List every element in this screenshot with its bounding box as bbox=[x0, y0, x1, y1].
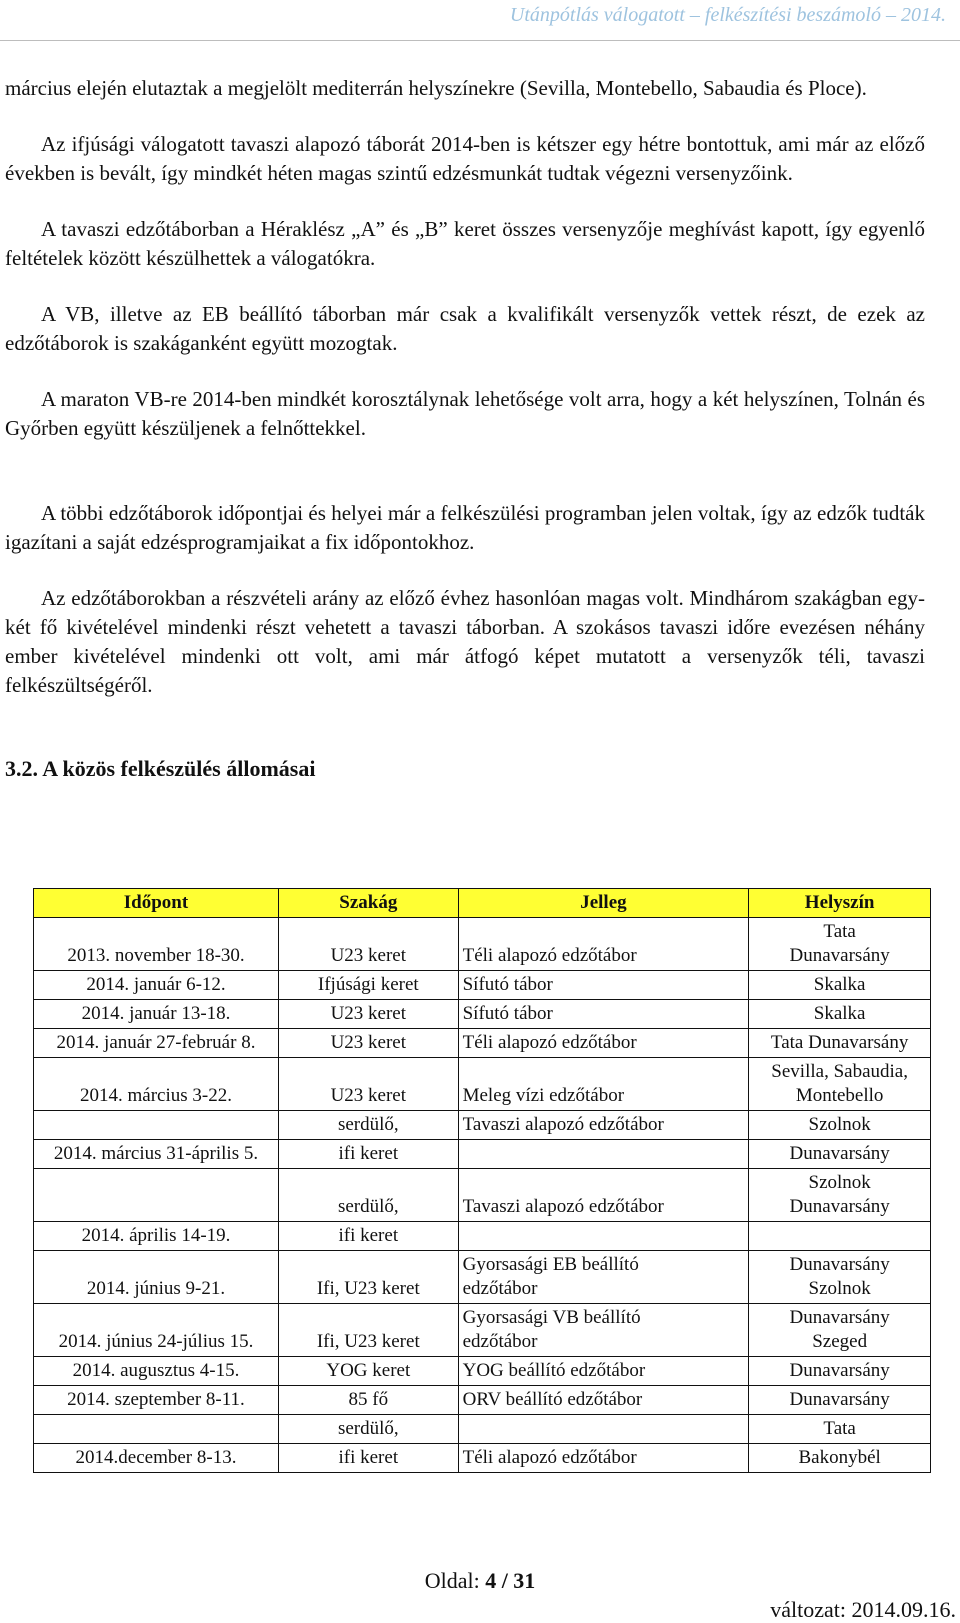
column-header-branch: Szakág bbox=[279, 889, 459, 918]
page-label: Oldal: bbox=[424, 1568, 480, 1593]
cell-date: 2014.december 8-13. bbox=[34, 1444, 279, 1473]
document-version: változat: 2014.09.16. bbox=[770, 1597, 956, 1622]
table-row bbox=[34, 971, 931, 1000]
cell-date bbox=[34, 1169, 279, 1222]
paragraph: A tavaszi edzőtáborban a Héraklész „A” és „B” keret összes versenyzője meghívást kapott, így egyenlő feltételek között készülhettek a válogatókra. bbox=[5, 217, 925, 270]
cell-place-line: Szeged bbox=[812, 1331, 868, 1352]
cell-type: ORV beállító edzőtábor bbox=[458, 1386, 749, 1415]
column-header-date: Időpont bbox=[34, 889, 279, 918]
cell-place: Skalka bbox=[749, 971, 931, 1000]
page-number bbox=[0, 1568, 960, 1594]
table-row bbox=[34, 1251, 931, 1304]
cell-type-line: Gyorsasági EB beállító bbox=[462, 1254, 639, 1275]
cell-type-line: edzőtábor bbox=[462, 1278, 538, 1299]
cell-place bbox=[749, 1169, 931, 1222]
paragraph: Az ifjúsági válogatott tavaszi alapozó táborát 2014-ben is kétszer egy hétre bontottuk, ami már az előző években is bevált, így mindkét héten magas szintű edzésmunkát tudtak végezni versenyzőink. bbox=[5, 132, 925, 185]
table-row bbox=[34, 1357, 931, 1386]
cell-date: 2014. március 3-22. bbox=[34, 1058, 279, 1111]
cell-type: Tavaszi alapozó edzőtábor bbox=[458, 1169, 749, 1222]
cell-type: Sífutó tábor bbox=[458, 1000, 749, 1029]
cell-branch: Ifi, U23 keret bbox=[279, 1304, 459, 1357]
cell-date: 2014. március 31-április 5. bbox=[34, 1140, 279, 1169]
cell-place-line: Dunavarsány bbox=[789, 1254, 890, 1275]
cell-branch: U23 keret bbox=[279, 1000, 459, 1029]
cell-place bbox=[749, 1058, 931, 1111]
cell-type: Tavaszi alapozó edzőtábor bbox=[458, 1111, 749, 1140]
cell-branch: ifi keret bbox=[279, 1222, 459, 1251]
cell-date: 2014. június 24-július 15. bbox=[34, 1304, 279, 1357]
cell-branch: U23 keret bbox=[279, 918, 459, 971]
cell-type bbox=[458, 1140, 749, 1169]
cell-date: 2014. január 13-18. bbox=[34, 1000, 279, 1029]
cell-type-line: edzőtábor bbox=[462, 1331, 538, 1352]
table-row bbox=[34, 1140, 931, 1169]
cell-place: Bakonybél bbox=[749, 1444, 931, 1473]
cell-branch: ifi keret bbox=[279, 1140, 459, 1169]
table-row bbox=[34, 1386, 931, 1415]
header-title: Utánpótlás válogatott – felkészítési beszámoló – 2014. bbox=[509, 4, 946, 26]
cell-place bbox=[749, 1251, 931, 1304]
cell-branch: serdülő, bbox=[279, 1415, 459, 1444]
cell-place-line: Szolnok bbox=[808, 1278, 871, 1299]
cell-place: Tata bbox=[749, 1415, 931, 1444]
cell-type bbox=[458, 1222, 749, 1251]
cell-place-line: Sevilla, Sabaudia, bbox=[771, 1061, 908, 1082]
table-row bbox=[34, 918, 931, 971]
cell-type: Téli alapozó edzőtábor bbox=[458, 1444, 749, 1473]
table-row bbox=[34, 1222, 931, 1251]
table-row bbox=[34, 1029, 931, 1058]
cell-type: Téli alapozó edzőtábor bbox=[458, 1029, 749, 1058]
column-header-place: Helyszín bbox=[749, 889, 931, 918]
cell-type: Téli alapozó edzőtábor bbox=[458, 918, 749, 971]
cell-place: Szolnok bbox=[749, 1111, 931, 1140]
cell-date: 2014. január 6-12. bbox=[34, 971, 279, 1000]
paragraph: A többi edzőtáborok időpontjai és helyei már a felkészülési programban jelen voltak, így az edzők tudták igazítani a saját edzésprogramjaikat a fix időpontokhoz. bbox=[5, 501, 925, 554]
table-row bbox=[34, 1111, 931, 1140]
paragraph: A maraton VB-re 2014-ben mindkét korosztálynak lehetősége volt arra, hogy a két helyszínen, Tolnán és Győrben együtt készüljenek a felnőttekkel. bbox=[5, 387, 925, 440]
cell-place: Dunavarsány bbox=[749, 1357, 931, 1386]
cell-date: 2014. június 9-21. bbox=[34, 1251, 279, 1304]
table-row bbox=[34, 1444, 931, 1473]
cell-place-line: Montebello bbox=[795, 1085, 884, 1106]
training-camps-table bbox=[33, 888, 931, 1473]
cell-date: 2014. szeptember 8-11. bbox=[34, 1386, 279, 1415]
cell-type: Meleg vízi edzőtábor bbox=[458, 1058, 749, 1111]
cell-branch: 85 fő bbox=[279, 1386, 459, 1415]
cell-branch: ifi keret bbox=[279, 1444, 459, 1473]
cell-branch: Ifi, U23 keret bbox=[279, 1251, 459, 1304]
table-row bbox=[34, 1000, 931, 1029]
body-text bbox=[5, 74, 925, 782]
cell-place: Dunavarsány bbox=[749, 1386, 931, 1415]
cell-branch: U23 keret bbox=[279, 1029, 459, 1058]
table-row bbox=[34, 1415, 931, 1444]
cell-place bbox=[749, 918, 931, 971]
cell-place bbox=[749, 1222, 931, 1251]
table-row bbox=[34, 1058, 931, 1111]
cell-place: Tata Dunavarsány bbox=[749, 1029, 931, 1058]
cell-date bbox=[34, 1415, 279, 1444]
section-title: 3.2. A közös felkészülés állomásai bbox=[5, 756, 316, 781]
cell-place: Dunavarsány bbox=[749, 1140, 931, 1169]
page-header bbox=[0, 0, 960, 41]
paragraph: Az edzőtáborokban a részvételi arány az előző évhez hasonlóan magas volt. Mindhárom szakágban egy-két fő kivételével mindenki részt vehetett a tavaszi táborban. A szokásos tavaszi időre evezésen néhány ember kivételével mindenki ott volt, ami már átfogó képet mutatott a versenyzők téli, tavaszi felkészültségéről. bbox=[5, 586, 925, 697]
page-number-value: 4 / 31 bbox=[485, 1568, 536, 1593]
cell-place bbox=[749, 1304, 931, 1357]
cell-type: Sífutó tábor bbox=[458, 971, 749, 1000]
cell-date: 2014. január 27-február 8. bbox=[34, 1029, 279, 1058]
cell-branch: U23 keret bbox=[279, 1058, 459, 1111]
cell-date: 2014. április 14-19. bbox=[34, 1222, 279, 1251]
cell-place-line: Dunavarsány bbox=[789, 945, 890, 966]
cell-date: 2014. augusztus 4-15. bbox=[34, 1357, 279, 1386]
cell-type bbox=[458, 1415, 749, 1444]
cell-place: Skalka bbox=[749, 1000, 931, 1029]
cell-branch: Ifjúsági keret bbox=[279, 971, 459, 1000]
cell-branch: YOG keret bbox=[279, 1357, 459, 1386]
table-header-row bbox=[34, 889, 931, 918]
cell-type: YOG beállító edzőtábor bbox=[458, 1357, 749, 1386]
cell-place-line: Szolnok bbox=[808, 1172, 871, 1193]
cell-place-line: Tata bbox=[823, 921, 856, 942]
cell-place-line: Dunavarsány bbox=[789, 1196, 890, 1217]
table-row bbox=[34, 1169, 931, 1222]
cell-place-line: Dunavarsány bbox=[789, 1307, 890, 1328]
cell-branch: serdülő, bbox=[279, 1169, 459, 1222]
cell-branch: serdülő, bbox=[279, 1111, 459, 1140]
column-header-type: Jelleg bbox=[458, 889, 749, 918]
cell-date bbox=[34, 1111, 279, 1140]
paragraph: március elején elutaztak a megjelölt mediterrán helyszínekre (Sevilla, Montebello, Sabaudia és Ploce). bbox=[5, 76, 867, 100]
cell-date: 2013. november 18-30. bbox=[34, 918, 279, 971]
paragraph: A VB, illetve az EB beállító táborban már csak a kvalifikált versenyzők vettek részt, de ezek az edzőtáborok is szakáganként együtt mozogtak. bbox=[5, 302, 925, 355]
cell-type bbox=[458, 1251, 749, 1304]
table-row bbox=[34, 1304, 931, 1357]
cell-type bbox=[458, 1304, 749, 1357]
cell-type-line: Gyorsasági VB beállító bbox=[462, 1307, 641, 1328]
